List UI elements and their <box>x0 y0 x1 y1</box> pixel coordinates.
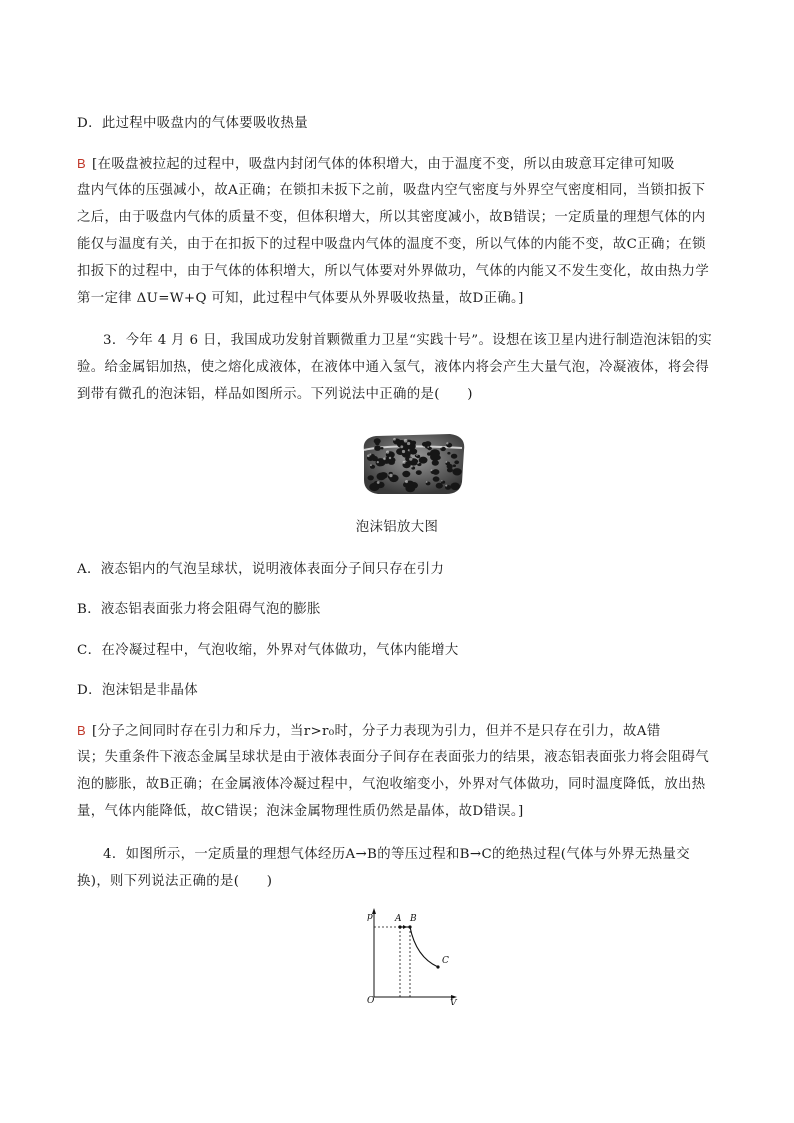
q3-explanation-line-2: 误；失重条件下液态金属呈球状是由于液体表面分子间存在表面张力的结果，液态铝表面张力将会阻碍气 <box>77 750 710 765</box>
foam-pore <box>374 446 381 451</box>
foam-highlight <box>441 480 442 481</box>
foam-pore <box>455 471 459 474</box>
foam-pore <box>422 442 428 447</box>
q4-stem-line-1: 4．如图所示，一定质量的理想气体经历A→B的等压过程和B→C的绝热过程(气体与外界无热量交 <box>103 847 690 862</box>
foam-pore <box>402 471 410 477</box>
foam-highlight <box>411 466 412 467</box>
q3-explanation-line-3: 泡的膨胀，故B正确；在金属液体冷凝过程中，气泡收缩变小，外界对气体做功，同时温度降低，放出热 <box>77 777 706 792</box>
q3-stem-line-3: 到带有微孔的泡沫铝，样品如图所示。下列说法中正确的是( ) <box>77 387 473 402</box>
foam-pore <box>375 442 379 446</box>
p-axis-label: p <box>367 912 373 922</box>
foam-pore <box>436 483 443 489</box>
q2-explanation-line-3: 之后，由于吸盘内气体的质量不变，但体积增大，所以其密度减小，故B错误；一定质量的理想气体的内 <box>77 210 706 225</box>
foam-pore <box>430 453 440 461</box>
foam-highlight <box>402 450 405 453</box>
foam-highlight <box>400 445 403 448</box>
foam-highlight <box>404 439 408 443</box>
point-b-label: B <box>410 914 417 924</box>
foam-highlight <box>445 485 447 487</box>
foam-highlight <box>440 446 442 448</box>
foam-highlight <box>446 442 448 444</box>
q2-answer-letter: B <box>77 156 87 171</box>
foam-pore <box>451 454 457 459</box>
q4-stem-line-2: 换)，则下列说法正确的是( ) <box>77 874 273 889</box>
foam-pore <box>454 460 459 464</box>
point-c-label: C <box>442 956 449 966</box>
foam-highlight <box>403 461 406 464</box>
foam-pore <box>368 475 374 480</box>
foam-aluminum-image <box>358 430 470 498</box>
v-axis-label: V <box>450 999 457 1005</box>
foam-highlight <box>367 455 370 458</box>
foam-pore <box>433 476 440 481</box>
foam-highlight <box>370 464 372 466</box>
q2-explanation-line-6: 第一定律 ΔU=W+Q 可知，此过程中气体要从外界吸收热量，故D正确。] <box>77 291 524 306</box>
foam-highlight <box>407 442 410 445</box>
foam-pore <box>397 440 400 443</box>
q3-explanation-line-4: 量，气体内能降低，故C错误；泡沫金属物理性质仍然是晶体，故D错误。] <box>77 804 524 819</box>
foam-highlight <box>393 438 396 441</box>
foam-highlight <box>377 461 379 463</box>
foam-pore <box>377 473 386 481</box>
foam-highlight <box>386 451 389 454</box>
foam-pore <box>447 468 453 473</box>
foam-pore <box>447 452 450 455</box>
point-a-dot <box>398 925 401 928</box>
q2-explanation-line-1: B [在吸盘被拉起的过程中，吸盘内封闭气体的体积增大，由于温度不变，所以由玻意耳定律可知吸 <box>77 156 675 172</box>
ab-arrow <box>403 925 407 929</box>
q3-option-c: C．在冷凝过程中，气泡收缩，外界对气体做功，气体内能增大 <box>77 643 459 658</box>
foam-pore <box>416 470 422 475</box>
foam-pore <box>409 448 417 454</box>
point-b-dot <box>408 925 411 928</box>
q3-stem-line-1: 3．今年 4 月 6 日，我国成功发射首颗微重力卫星“实践十号”。设想在该卫星内进行制造泡沫铝的实 <box>103 333 713 348</box>
foam-highlight <box>369 454 371 456</box>
foam-highlight <box>389 457 391 459</box>
foam-pore <box>381 447 384 449</box>
origin-label: O <box>367 996 375 1005</box>
foam-highlight <box>446 461 448 463</box>
q3-answer-letter: B <box>77 723 87 738</box>
q2-explanation-line-5: 扣扳下的过程中，由于气体的体积增大，所以气体要对外界做功，气体的内能又不发生变化，故由热力学 <box>77 264 710 279</box>
foam-highlight <box>416 455 417 456</box>
bc-curve <box>410 927 438 967</box>
foam-highlight <box>431 470 433 472</box>
foam-pore <box>453 464 456 467</box>
q3-option-d: D．泡沫铝是非晶体 <box>77 683 199 698</box>
foam-highlight <box>405 480 408 483</box>
q3-option-b: B．液态铝表面张力将会阻碍气泡的膨胀 <box>77 602 321 617</box>
q2-explanation-line-2: 盘内气体的压强减小，故A正确；在锁扣未扳下之前，吸盘内空气密度与外界空气密度相同，当锁扣扳下 <box>77 183 706 198</box>
foam-highlight <box>377 481 380 484</box>
point-c-dot <box>436 965 439 968</box>
q2-option-d: D．此过程中吸盘内的气体要吸收热量 <box>77 116 308 131</box>
foam-highlight <box>417 462 419 464</box>
foam-highlight <box>389 474 392 477</box>
point-a-label: A <box>395 914 402 924</box>
q3-figure-caption: 泡沫铝放大图 <box>355 520 439 535</box>
q2-explanation-line-4: 能仅与温度有关，由于在扣扳下的过程中吸盘内气体的温度不变，所以气体的内能不变，故C正确；在锁 <box>77 237 706 252</box>
foam-pore <box>450 483 460 491</box>
foam-highlight <box>383 458 386 461</box>
q3-explanation-line-1: B [分子之间同时存在引力和斥力，当r>r₀时，分子力表现为引力，但并不是只存在引力，故A错 <box>77 723 661 739</box>
foam-pore <box>419 457 428 464</box>
q3-option-a: A．液态铝内的气泡呈球状，说明液体表面分子间只存在引力 <box>77 562 445 577</box>
foam-pore <box>371 456 378 461</box>
pv-diagram <box>360 905 470 1005</box>
foam-highlight <box>426 481 428 483</box>
foam-highlight <box>409 458 412 461</box>
q3-stem-line-2: 验。给金属铝加热，使之熔化成液体，在液体中通入氢气，液体内将会产生大量气泡，冷凝液体，将会得 <box>77 360 710 375</box>
foam-highlight <box>427 446 429 448</box>
foam-pore <box>432 460 439 466</box>
